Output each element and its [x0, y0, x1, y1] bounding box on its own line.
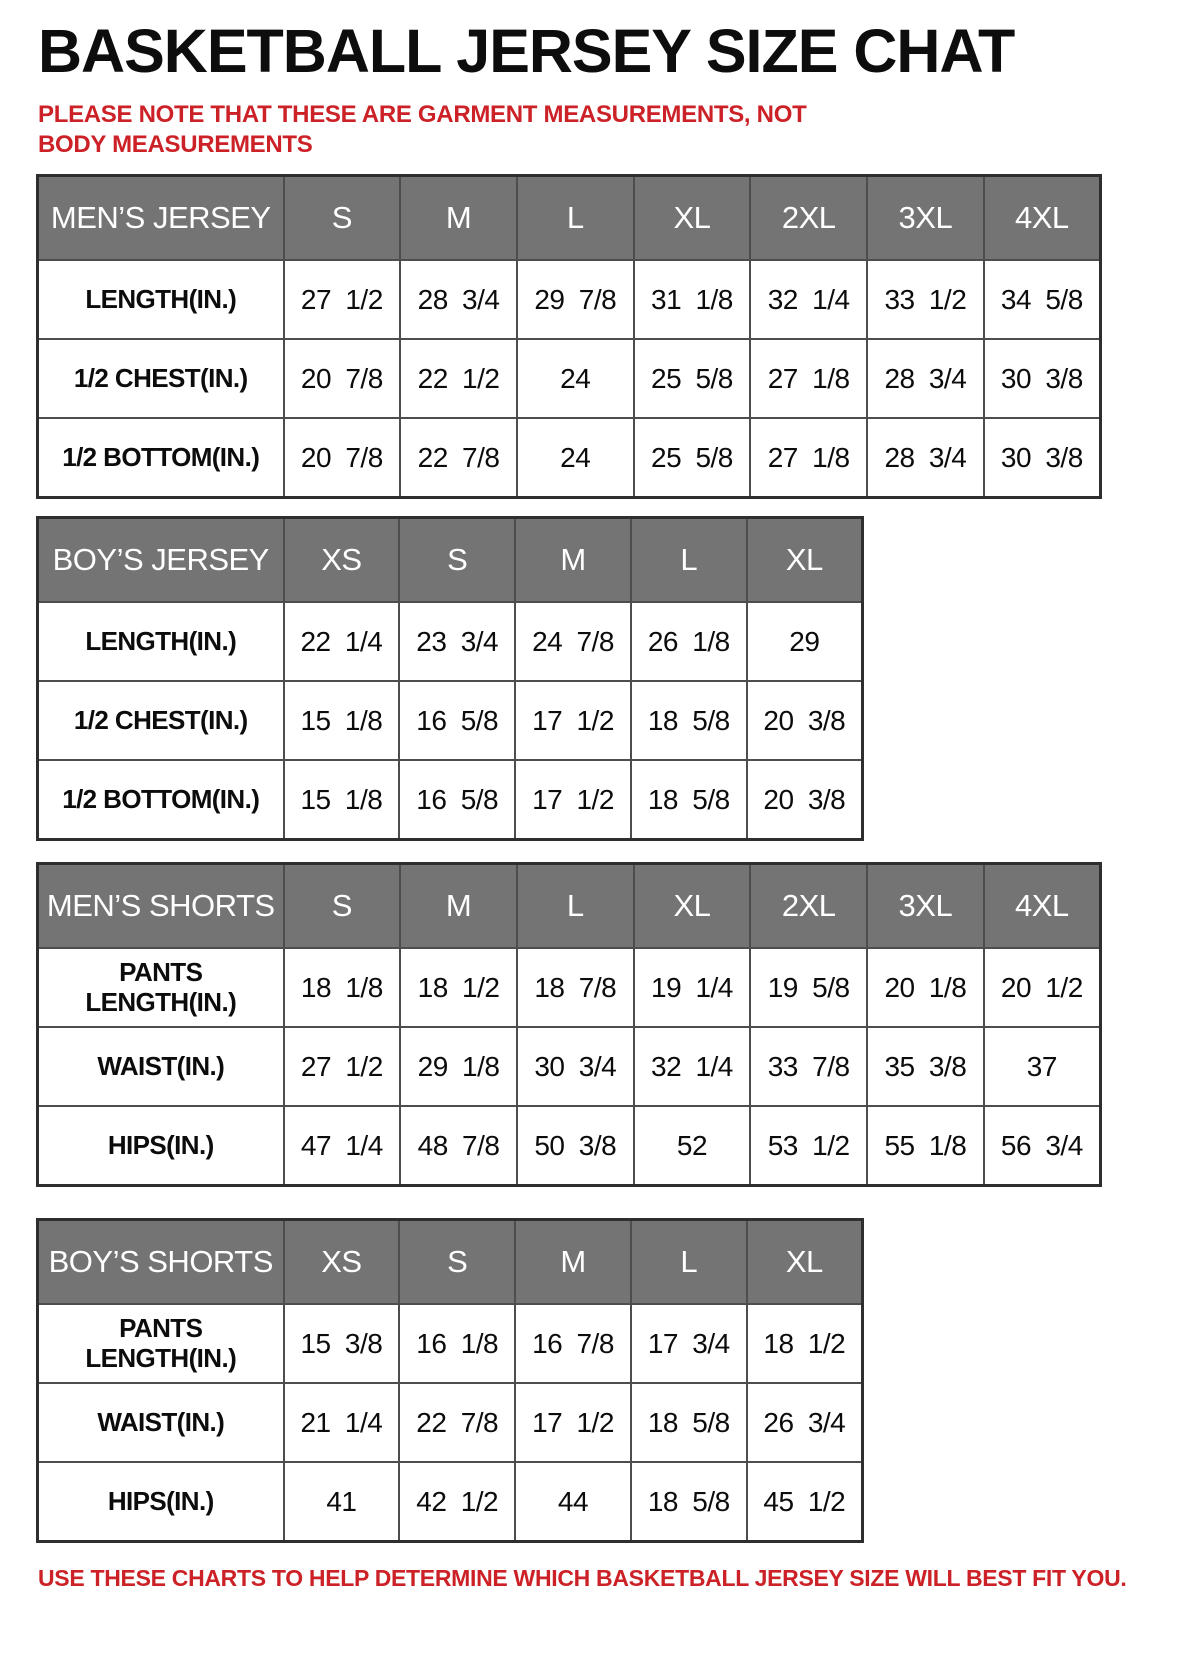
- size-cell: 44: [515, 1462, 631, 1542]
- mens-shorts-header-row: [38, 864, 1101, 949]
- boys-jersey-table-title: BOY’S JERSEY: [38, 518, 284, 603]
- mens-shorts-size-header: S: [284, 864, 401, 949]
- size-cell: 18 5/8: [631, 681, 747, 760]
- size-cell: 19 1/4: [634, 948, 751, 1027]
- size-cell: 56 3/4: [984, 1106, 1101, 1186]
- mens-jersey-size-header: 2XL: [750, 176, 867, 261]
- boys-jersey-size-header: L: [631, 518, 747, 603]
- size-cell: 28 3/4: [400, 260, 517, 339]
- row-label: 1/2 BOTTOM(IN.): [38, 418, 284, 498]
- mens-jersey-size-header: 3XL: [867, 176, 984, 261]
- boys-shorts-size-header: L: [631, 1220, 747, 1305]
- mens-jersey-size-header: L: [517, 176, 634, 261]
- size-cell: 33 1/2: [867, 260, 984, 339]
- boys-shorts-table-title: BOY’S SHORTS: [38, 1220, 284, 1305]
- boys-shorts-size-header: S: [399, 1220, 515, 1305]
- size-cell: 28 3/4: [867, 418, 984, 498]
- size-cell: 18 1/2: [400, 948, 517, 1027]
- boys-shorts-size-header: XS: [284, 1220, 400, 1305]
- mens-jersey-size-header: M: [400, 176, 517, 261]
- row-label: HIPS(IN.): [38, 1106, 284, 1186]
- size-cell: 20 7/8: [284, 418, 401, 498]
- mens-jersey-header-row: [38, 176, 1101, 261]
- size-cell: 20 7/8: [284, 339, 401, 418]
- size-cell: 30 3/8: [984, 418, 1101, 498]
- garment-measurement-note: PLEASE NOTE THAT THESE ARE GARMENT MEASUREMENTS, NOT BODY MEASUREMENTS: [38, 101, 807, 158]
- mens-shorts-table: [36, 862, 1102, 1187]
- mens-shorts-size-header: 2XL: [750, 864, 867, 949]
- size-cell: 20 3/8: [747, 760, 863, 840]
- size-cell: 27 1/8: [750, 339, 867, 418]
- size-cell: 37: [984, 1027, 1101, 1106]
- row-label: 1/2 CHEST(IN.): [38, 681, 284, 760]
- boys-shorts-size-header: XL: [747, 1220, 863, 1305]
- mens-shorts-size-header: M: [400, 864, 517, 949]
- size-cell: 30 3/8: [984, 339, 1101, 418]
- size-cell: 29 7/8: [517, 260, 634, 339]
- boys-jersey-row: [38, 681, 863, 760]
- size-cell: 15 3/8: [284, 1304, 400, 1383]
- mens-shorts-row: [38, 948, 1101, 1027]
- size-cell: 18 5/8: [631, 760, 747, 840]
- size-cell: 35 3/8: [867, 1027, 984, 1106]
- mens-shorts-size-header: 4XL: [984, 864, 1101, 949]
- size-cell: 31 1/8: [634, 260, 751, 339]
- size-cell: 18 7/8: [517, 948, 634, 1027]
- size-cell: 16 7/8: [515, 1304, 631, 1383]
- mens-shorts-row: [38, 1027, 1101, 1106]
- row-label: LENGTH(IN.): [38, 260, 284, 339]
- boys-shorts-row: [38, 1383, 863, 1462]
- boys-shorts-table: [36, 1218, 864, 1543]
- size-cell: 17 3/4: [631, 1304, 747, 1383]
- size-cell: 33 7/8: [750, 1027, 867, 1106]
- size-cell: 34 5/8: [984, 260, 1101, 339]
- mens-jersey-row: [38, 339, 1101, 418]
- boys-shorts-row: [38, 1462, 863, 1542]
- size-cell: 22 7/8: [399, 1383, 515, 1462]
- size-cell: 52: [634, 1106, 751, 1186]
- size-cell: 55 1/8: [867, 1106, 984, 1186]
- row-label: PANTS LENGTH(IN.): [38, 1304, 284, 1383]
- boys-jersey-row: [38, 602, 863, 681]
- size-cell: 27 1/2: [284, 1027, 401, 1106]
- mens-jersey-table-title: MEN’S JERSEY: [38, 176, 284, 261]
- mens-jersey-size-header: S: [284, 176, 401, 261]
- size-cell: 18 1/8: [284, 948, 401, 1027]
- mens-shorts-row: [38, 1106, 1101, 1186]
- boys-jersey-row: [38, 760, 863, 840]
- size-cell: 25 5/8: [634, 418, 751, 498]
- size-cell: 53 1/2: [750, 1106, 867, 1186]
- size-cell: 47 1/4: [284, 1106, 401, 1186]
- size-cell: 21 1/4: [284, 1383, 400, 1462]
- mens-jersey-row: [38, 260, 1101, 339]
- size-cell: 27 1/2: [284, 260, 401, 339]
- row-label: PANTS LENGTH(IN.): [38, 948, 284, 1027]
- mens-jersey-row: [38, 418, 1101, 498]
- size-cell: 17 1/2: [515, 760, 631, 840]
- boys-jersey-table: [36, 516, 864, 841]
- mens-shorts-size-header: L: [517, 864, 634, 949]
- size-cell: 18 5/8: [631, 1462, 747, 1542]
- size-cell: 42 1/2: [399, 1462, 515, 1542]
- size-cell: 24: [517, 418, 634, 498]
- size-cell: 27 1/8: [750, 418, 867, 498]
- boys-shorts-header-row: [38, 1220, 863, 1305]
- boys-jersey-size-header: XL: [747, 518, 863, 603]
- size-cell: 41: [284, 1462, 400, 1542]
- size-cell: 28 3/4: [867, 339, 984, 418]
- size-cell: 32 1/4: [750, 260, 867, 339]
- size-cell: 48 7/8: [400, 1106, 517, 1186]
- size-cell: 24: [517, 339, 634, 418]
- mens-shorts-size-header: XL: [634, 864, 751, 949]
- size-cell: 20 1/8: [867, 948, 984, 1027]
- size-cell: 25 5/8: [634, 339, 751, 418]
- size-cell: 22 1/4: [284, 602, 400, 681]
- mens-jersey-size-header: 4XL: [984, 176, 1101, 261]
- boys-jersey-size-header: M: [515, 518, 631, 603]
- size-cell: 45 1/2: [747, 1462, 863, 1542]
- row-label: WAIST(IN.): [38, 1027, 284, 1106]
- size-cell: 29 1/8: [400, 1027, 517, 1106]
- boys-jersey-size-header: S: [399, 518, 515, 603]
- size-cell: 16 5/8: [399, 681, 515, 760]
- size-cell: 15 1/8: [284, 681, 400, 760]
- size-cell: 20 1/2: [984, 948, 1101, 1027]
- size-cell: 26 3/4: [747, 1383, 863, 1462]
- size-cell: 29: [747, 602, 863, 681]
- size-cell: 18 1/2: [747, 1304, 863, 1383]
- size-cell: 30 3/4: [517, 1027, 634, 1106]
- row-label: 1/2 CHEST(IN.): [38, 339, 284, 418]
- mens-shorts-size-header: 3XL: [867, 864, 984, 949]
- mens-jersey-table: [36, 174, 1102, 499]
- size-cell: 17 1/2: [515, 1383, 631, 1462]
- row-label: 1/2 BOTTOM(IN.): [38, 760, 284, 840]
- size-cell: 20 3/8: [747, 681, 863, 760]
- size-cell: 24 7/8: [515, 602, 631, 681]
- size-cell: 26 1/8: [631, 602, 747, 681]
- size-cell: 17 1/2: [515, 681, 631, 760]
- boys-jersey-size-header: XS: [284, 518, 400, 603]
- size-cell: 32 1/4: [634, 1027, 751, 1106]
- footer-note: USE THESE CHARTS TO HELP DETERMINE WHICH BASKETBALL JERSEY SIZE WILL BEST FIT YOU.: [38, 1565, 1127, 1591]
- size-cell: 22 7/8: [400, 418, 517, 498]
- size-cell: 16 1/8: [399, 1304, 515, 1383]
- row-label: LENGTH(IN.): [38, 602, 284, 681]
- size-cell: 16 5/8: [399, 760, 515, 840]
- size-cell: 50 3/8: [517, 1106, 634, 1186]
- row-label: WAIST(IN.): [38, 1383, 284, 1462]
- row-label: HIPS(IN.): [38, 1462, 284, 1542]
- size-cell: 18 5/8: [631, 1383, 747, 1462]
- size-cell: 19 5/8: [750, 948, 867, 1027]
- boys-shorts-row: [38, 1304, 863, 1383]
- size-cell: 23 3/4: [399, 602, 515, 681]
- boys-shorts-size-header: M: [515, 1220, 631, 1305]
- page-title: BASKETBALL JERSEY SIZE CHAT: [38, 17, 1015, 85]
- mens-shorts-table-title: MEN’S SHORTS: [38, 864, 284, 949]
- size-cell: 22 1/2: [400, 339, 517, 418]
- size-tables-container: [36, 174, 1164, 1543]
- mens-jersey-size-header: XL: [634, 176, 751, 261]
- size-cell: 15 1/8: [284, 760, 400, 840]
- boys-jersey-header-row: [38, 518, 863, 603]
